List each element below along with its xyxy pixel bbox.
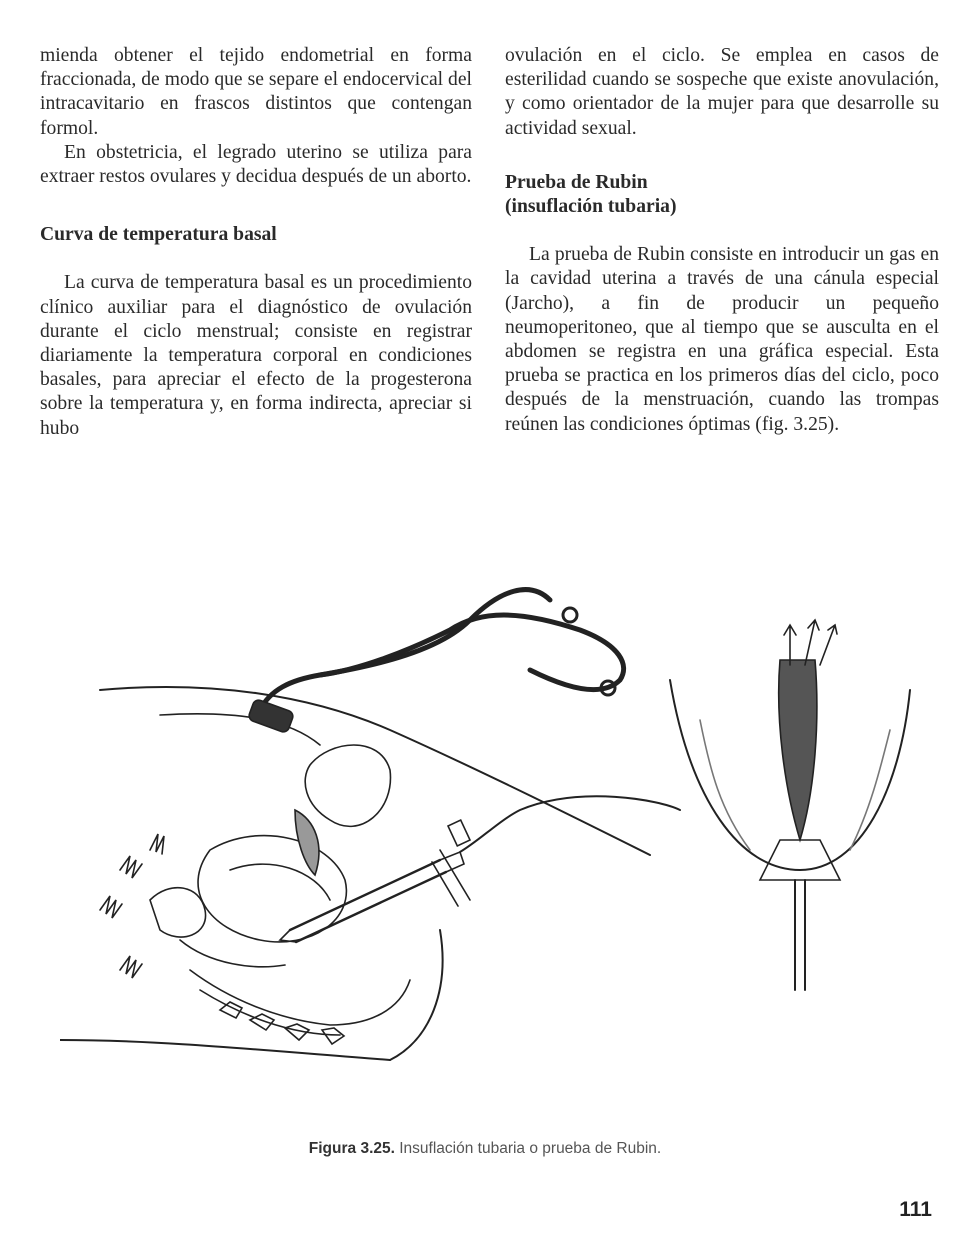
heading-prueba-rubin-line2: (insuflación tubaria): [505, 196, 677, 218]
paragraph-curva-temperatura: La curva de temperatura basal es un procedimiento clínico auxiliar para el diagnóstico de ovulación durante el ciclo menstrual; consiste en registrar diariamente la temperatura corporal en condiciones basales, para apreciar el efecto de la progesterona sobre la temperatura y, en forma indirecta, apreciar si hubo: [40, 272, 472, 439]
paragraph-obstetricia: En obstetricia, el legrado uterino se utiliza para extraer restos ovulares y decidua después de un aborto.: [40, 141, 472, 188]
paragraph-legrado-cont: mienda obtener el tejido endometrial en forma fraccionada, de modo que se separe el endocervical del intracavitario en frascos distintos que contengan formol.: [40, 45, 472, 139]
figure-caption-label: Figura 3.25.: [308, 1140, 395, 1157]
rubin-test-illustration: [60, 570, 940, 1110]
paragraph-prueba-rubin: La prueba de Rubin consiste en introducir un gas en la cavidad uterina a través de una cánula especial (Jarcho), a fin de producir un pequeño neumoperitoneo, que al tiempo que se ausculta en el abdomen se registra en una gráfica especial. Esta prueba se practica en los primeros días del ciclo, poco después de la menstruación, cuando las trompas reúnen las condiciones óptimas (fig. 3.25).: [505, 244, 939, 435]
paragraph-ovulacion-cont: ovulación en el ciclo. Se emplea en casos de esterilidad cuando se sospeche que existe anovulación, y como orientador de la mujer para que desarrolle su actividad sexual.: [505, 45, 939, 139]
figure-caption: [0, 1140, 970, 1158]
heading-curva-temperatura: Curva de temperatura basal: [40, 224, 277, 246]
figure-caption-text: Insuflación tubaria o prueba de Rubin.: [399, 1140, 662, 1157]
right-column: [505, 44, 939, 437]
page-number: 111: [899, 1198, 932, 1221]
heading-prueba-rubin: [505, 171, 939, 219]
left-column: [40, 44, 472, 441]
heading-prueba-rubin-line1: Prueba de Rubin: [505, 171, 648, 193]
